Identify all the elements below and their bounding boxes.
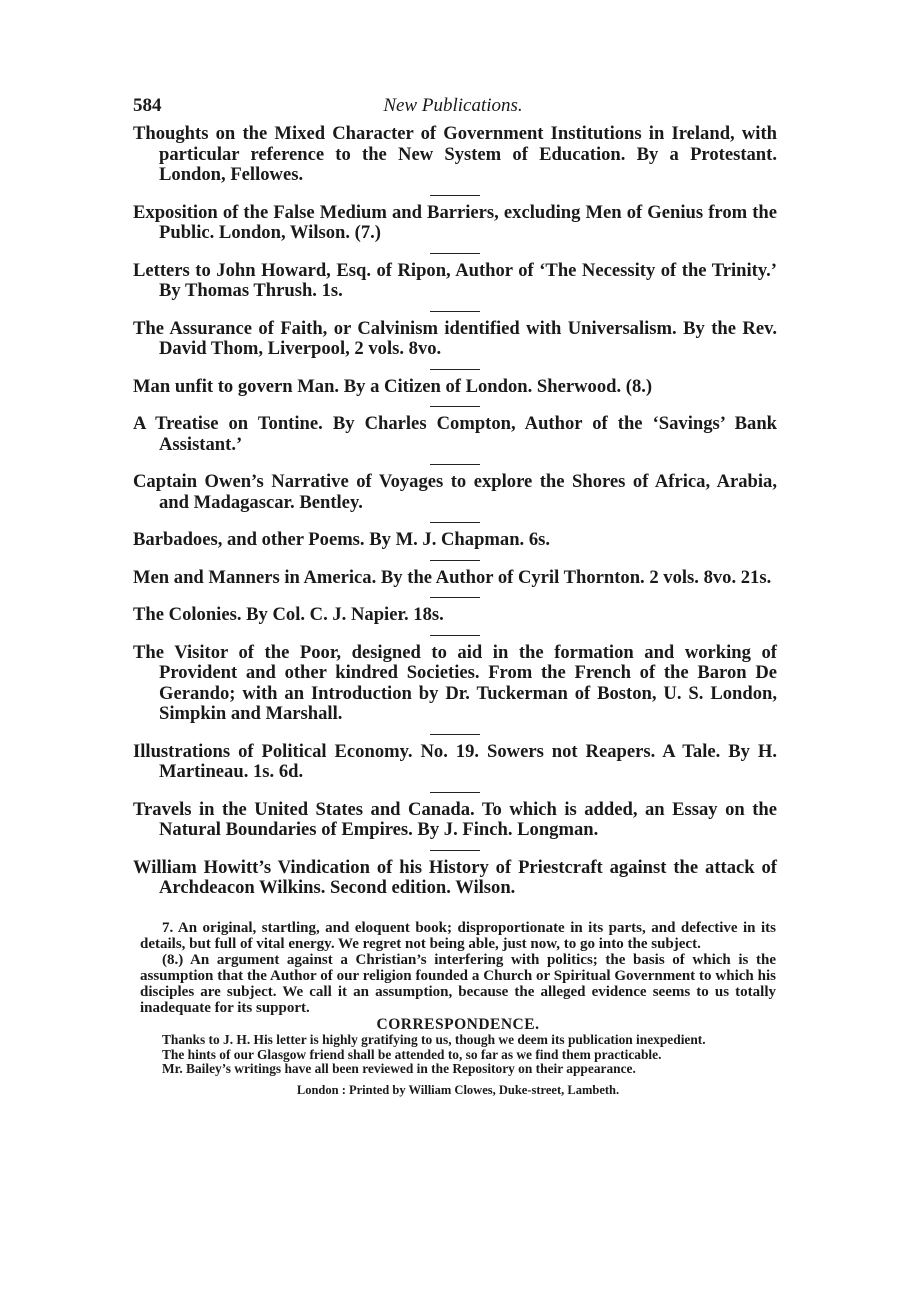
publication-entry: William Howitt’s Vindication of his History of Priestcraft against the attack of Archdeacon Wilkins. Second edition. Wilson. [133, 856, 777, 898]
separator-rule [430, 522, 480, 523]
publication-entry: The Visitor of the Poor, designed to aid in the formation and working of Provident and other kindred Societies. From the French of the Baron De Gerando; with an Introduction by Dr. Tuckerman of Boston, U. S. London, Simpkin and Marshall. [133, 641, 777, 724]
correspondence-item: Thanks to J. H. His letter is highly gratifying to us, though we deem its publication inexpedient. [162, 1032, 706, 1047]
correspondence-item: The hints of our Glasgow friend shall be attended to, so far as we find them practicable. [162, 1046, 662, 1062]
separator-rule [430, 560, 480, 561]
correspondence-heading: CORRESPONDENCE. [376, 1016, 540, 1033]
separator-rule [430, 311, 480, 312]
publication-entry: Barbadoes, and other Poems. By M. J. Chapman. 6s. [133, 529, 551, 550]
publication-list [133, 124, 777, 899]
publication-entry: Travels in the United States and Canada. To which is added, an Essay on the Natural Boundaries of Empires. By J. Finch. Longman. [133, 798, 777, 840]
running-title: New Publications. [383, 95, 523, 116]
publication-entry: The Assurance of Faith, or Calvinism identified with Universalism. By the Rev. David Thom, Liverpool, 2 vols. 8vo. [133, 317, 777, 359]
footnote: (8.) An argument against a Christian’s interfering with politics; the basis of which is the assumption that the Author of our religion founded a Church or Spiritual Government to which his disciples are subject. We call it an assumption, because the alleged evidence seems to us totally inadequate for its support. [140, 952, 776, 1016]
page-header [133, 95, 773, 123]
publication-entry: Thoughts on the Mixed Character of Government Institutions in Ireland, with particular reference to the New System of Education. By a Protestant. London, Fellowes. [133, 123, 777, 185]
publication-entry: The Colonies. By Col. C. J. Napier. 18s. [133, 604, 444, 625]
page-number: 584 [133, 95, 162, 116]
publication-entry: Letters to John Howard, Esq. of Ripon, Author of ‘The Necessity of the Trinity.’ By Thomas Thrush. 1s. [133, 259, 777, 301]
separator-rule [430, 850, 480, 851]
separator-rule [430, 253, 480, 254]
publication-entry: Captain Owen’s Narrative of Voyages to explore the Shores of Africa, Arabia, and Madagascar. Bentley. [133, 471, 777, 513]
separator-rule [430, 406, 480, 407]
correspondence-item: Mr. Bailey’s writings have all been reviewed in the Repository on their appearance. [162, 1061, 636, 1076]
separator-rule [430, 464, 480, 465]
publication-entry: Illustrations of Political Economy. No. 19. Sowers not Reapers. A Tale. By H. Martineau. 1s. 6d. [133, 740, 777, 782]
separator-rule [430, 597, 480, 598]
separator-rule [430, 369, 480, 370]
footnotes [140, 920, 776, 1098]
separator-rule [430, 734, 480, 735]
publication-entry: Exposition of the False Medium and Barriers, excluding Men of Genius from the Public. London, Wilson. (7.) [133, 201, 777, 243]
printer-imprint: London : Printed by William Clowes, Duke-street, Lambeth. [296, 1082, 620, 1097]
footnote: 7. An original, startling, and eloquent book; disproportionate in its parts, and defective in its details, but full of vital energy. We regret not being able, just now, to go into the subject. [140, 920, 776, 952]
separator-rule [430, 635, 480, 636]
publication-entry: Men and Manners in America. By the Author of Cyril Thornton. 2 vols. 8vo. 21s. [133, 566, 772, 588]
separator-rule [430, 195, 480, 196]
separator-rule [430, 792, 480, 793]
publication-entry: Man unfit to govern Man. By a Citizen of London. Sherwood. (8.) [133, 375, 653, 397]
publication-entry: A Treatise on Tontine. By Charles Compton, Author of the ‘Savings’ Bank Assistant.’ [133, 413, 777, 455]
